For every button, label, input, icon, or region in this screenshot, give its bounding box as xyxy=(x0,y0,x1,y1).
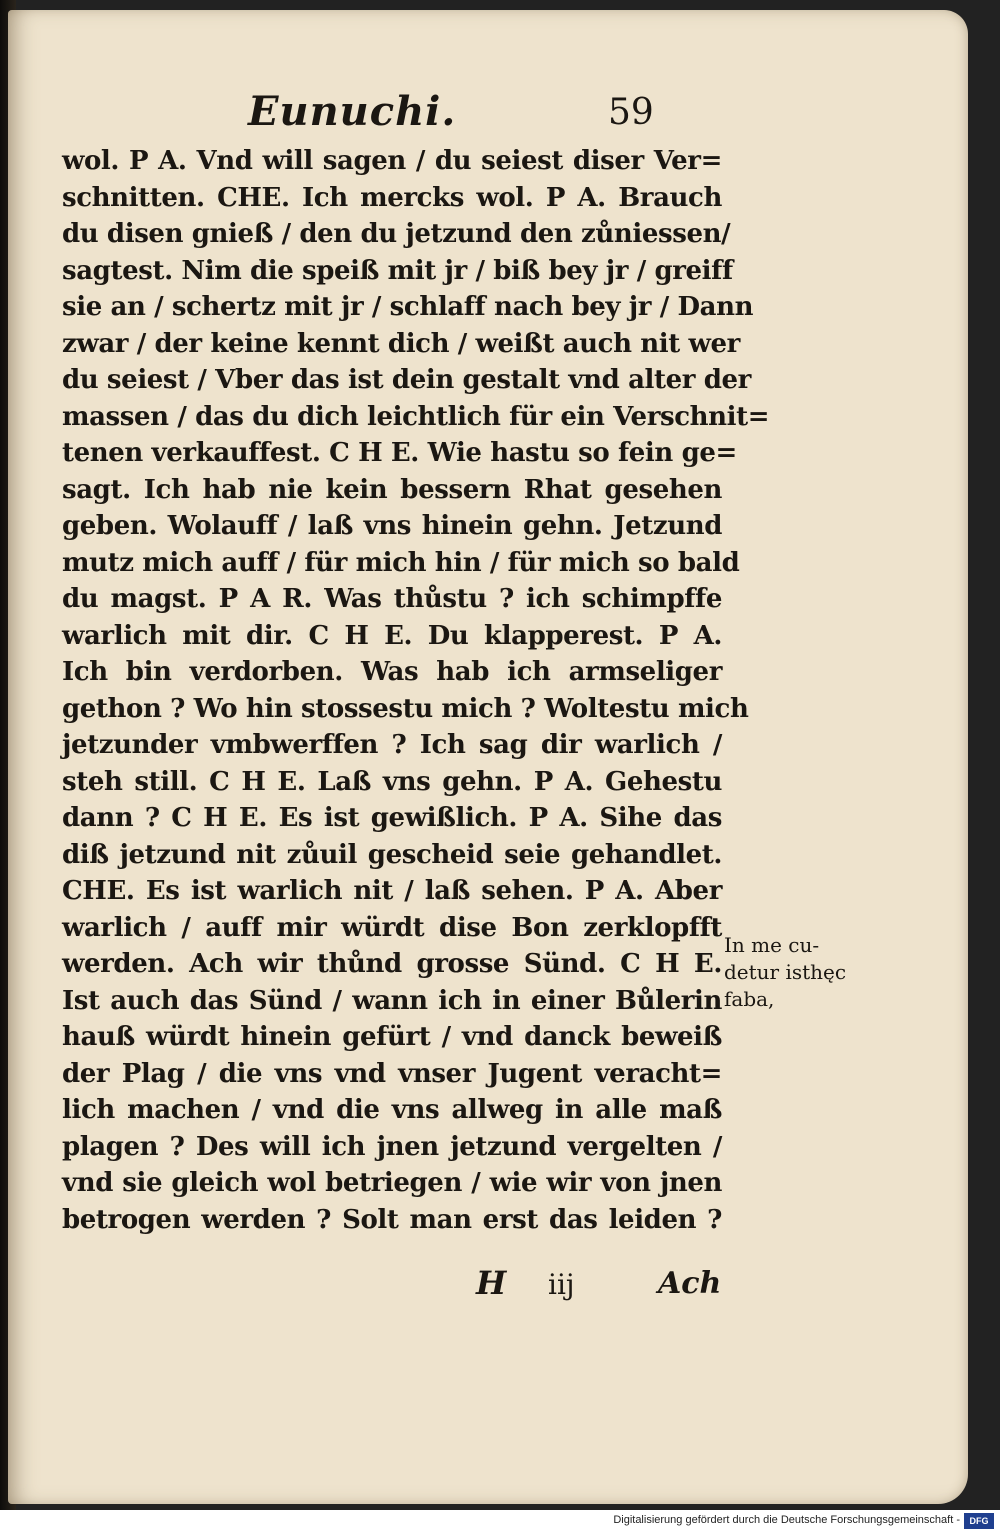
text-line: warlich / auff mir würdt dise Bon zerklopfft xyxy=(62,912,722,943)
text-line: betrogen werden ? Solt man erst das leiden ? xyxy=(62,1204,722,1235)
text-line: wol. P A. Vnd will sagen / du seiest diser Ver= xyxy=(62,146,722,176)
text-line: gethon ? Wo hin stossestu mich ? Woltestu mich xyxy=(62,693,749,724)
signature-number: iij xyxy=(548,1268,575,1301)
text-line: schnitten. CHE. Ich mercks wol. P A. Brauch xyxy=(62,182,722,213)
signature-letter: H xyxy=(476,1264,507,1302)
dfg-logo-icon: DFG xyxy=(964,1513,994,1529)
footer-bar xyxy=(0,1510,1000,1534)
text-line: mutz mich auff / für mich hin / für mich so bald xyxy=(62,547,740,578)
text-line: geben. Wolauff / laß vns hinein gehn. Jetzund xyxy=(62,511,722,541)
text-line: Ich bin verdorben. Was hab ich armseliger xyxy=(62,657,722,687)
text-line: steh still. C H E. Laß vns gehn. P A. Gehestu xyxy=(62,766,722,797)
text-line: plagen ? Des will ich jnen jetzund vergelten / xyxy=(62,1131,722,1162)
marginal-note xyxy=(724,932,874,1013)
footer-credit: Digitalisierung gefördert durch die Deutsche Forschungsgemeinschaft - xyxy=(613,1514,960,1526)
text-line: warlich mit dir. C H E. Du klapperest. P A. xyxy=(62,620,722,651)
text-line: sie an / schertz mit jr / schlaff nach bey jr / Dann xyxy=(62,292,754,322)
text-line: der Plag / die vns vnd vnser Jugent veracht= xyxy=(62,1058,722,1089)
text-line: werden. Ach wir thůnd grosse Sünd. C H E. xyxy=(62,949,722,979)
catchword: Ach xyxy=(658,1266,722,1301)
marginal-note-line: detur isthęc xyxy=(724,960,847,984)
text-line: du seiest / Vber das ist dein gestalt vnd alter der xyxy=(62,365,751,395)
text-line: massen / das du dich leichtlich für ein Verschnit= xyxy=(62,401,770,432)
text-line: CHE. Es ist warlich nit / laß sehen. P A. Aber xyxy=(62,876,722,906)
text-line: sagtest. Nim die speiß mit jr / biß bey jr / greiff xyxy=(62,255,733,286)
marginal-note-line: In me cu- xyxy=(724,933,820,957)
book-page xyxy=(8,10,968,1504)
text-line: hauß würdt hinein gefürt / vnd danck beweiß xyxy=(62,1022,722,1052)
text-line: zwar / der keine kennt dich / weißt auch nit wer xyxy=(62,328,740,359)
text-line: lich machen / vnd die vns allweg in alle maß xyxy=(62,1095,722,1125)
text-line: diß jetzund nit zůuil gescheid seie gehandlet. xyxy=(62,839,722,870)
text-line: tenen verkauffest. C H E. Wie hastu so fein ge= xyxy=(62,438,737,468)
page-number: 59 xyxy=(608,92,654,133)
running-head: Eunuchi. xyxy=(248,88,457,135)
text-line: du disen gnieß / den du jetzund den zůniessen/ xyxy=(62,219,731,249)
text-line: dann ? C H E. Es ist gewißlich. P A. Sihe das xyxy=(62,803,722,833)
text-line: sagt. Ich hab nie kein bessern Rhat gesehen xyxy=(62,474,722,505)
marginal-note-line: faba, xyxy=(724,987,775,1011)
text-line: vnd sie gleich wol betriegen / wie wir von jnen xyxy=(62,1168,722,1198)
text-line: jetzunder vmbwerffen ? Ich sag dir warlich / xyxy=(62,730,722,760)
text-line: du magst. P A R. Was thůstu ? ich schimpffe xyxy=(62,584,722,614)
text-line: Ist auch das Sünd / wann ich in einer Bůlerin xyxy=(62,985,722,1016)
